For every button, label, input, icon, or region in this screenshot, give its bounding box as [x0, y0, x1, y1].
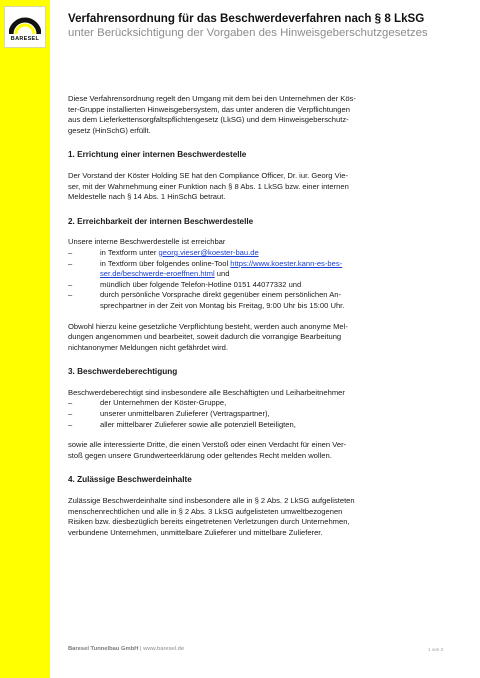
text-line: Meldestelle nach § 14 Abs. 1 HinSchG betraut.: [68, 192, 226, 202]
section-2-intro: Unsere interne Beschwerdestelle ist erreichbar: [68, 237, 226, 247]
document-body: [68, 94, 420, 538]
logo-text: BARESEL: [10, 36, 40, 42]
text-line: sowie alle interessierte Dritte, die einen Verstoß oder einen Verdacht für einen Ver-: [68, 440, 347, 450]
list-item: [68, 398, 420, 409]
list-item: [68, 259, 420, 280]
online-tool-link[interactable]: https://www.koester.kann-es-bes-: [230, 258, 343, 268]
list-item-text: mündlich über folgende Telefon-Hotline 0151 44077332 und: [100, 279, 302, 289]
list-dash: –: [68, 279, 73, 289]
list-item-text: durch persönliche Vorsprache direkt gegenüber einem persönlichen An-: [100, 290, 342, 300]
list-dash: –: [68, 409, 73, 419]
list-item-text: aller mittelbarer Zulieferer sowie alle potenziell Beteiligten,: [100, 419, 296, 429]
list-dash: –: [68, 258, 73, 268]
list-dash: –: [68, 247, 73, 257]
list-item-text: der Unternehmen der Köster-Gruppe,: [100, 398, 227, 408]
list-item: [68, 248, 420, 259]
footer-company: Baresel Tunnelbau GmbH: [68, 646, 139, 652]
list-dash: –: [68, 419, 73, 429]
text-line: ser, mit der Wahrnehmung einer Funktion nach § 8 Abs. 1 LkSG bzw. einer internen: [68, 181, 349, 191]
list-item-text: unserer unmittelbaren Zulieferer (Vertragspartner),: [100, 409, 270, 419]
section-3-closing: [68, 440, 420, 461]
text-line: Der Vorstand der Köster Holding SE hat den Compliance Officer, Dr. iur. Georg Vie-: [68, 170, 348, 180]
document-header: [68, 12, 468, 39]
text-line: verbundene Unternehmen, unmittelbare Zulieferer und mittelbare Zulieferer.: [68, 527, 323, 537]
yellow-sidebar: [0, 0, 50, 678]
section-1-paragraph: [68, 171, 420, 203]
list-dash: –: [68, 398, 73, 408]
logo-arch-icon: [9, 10, 41, 36]
page-number: 1 von 3: [428, 647, 444, 652]
text-line: stoß gegen unsere Grundwerteerklärung oder geltendes Recht melden wollen.: [68, 450, 332, 460]
list-item: [68, 409, 420, 420]
text-line: aus dem Lieferkettensorgfaltspflichtengesetz (LkSG) und dem Hinweisgeberschutz-: [68, 115, 349, 125]
document-title: Verfahrensordnung für das Beschwerdeverfahren nach § 8 LkSG: [68, 12, 425, 25]
footer-separator: |: [138, 646, 144, 652]
list-item: [68, 290, 420, 311]
text-line: dungen angenommen und bearbeitet, soweit dadurch die vorrangige Bearbeitung: [68, 332, 342, 342]
text-line: nichtanonymer Meldungen nicht gefährdet wird.: [68, 342, 228, 352]
text-line: ter-Gruppe installierten Hinweisgebersystem, das unter anderen die Verpflichtungen: [68, 104, 350, 114]
intro-paragraph: [68, 94, 420, 136]
section-4-heading: 4. Zulässige Beschwerdeinhalte: [68, 475, 192, 485]
list-dash: –: [68, 290, 73, 300]
list-item-text: in Textform über folgendes online-Tool: [100, 258, 231, 268]
section-2-closing: [68, 322, 420, 354]
section-4-paragraph: [68, 496, 420, 538]
list-item-text: und: [214, 269, 230, 279]
section-3-intro: Beschwerdeberechtigt sind insbesondere alle Beschäftigten und Leiharbeitnehmer: [68, 387, 345, 397]
list-item-text: in Textform unter: [100, 247, 159, 257]
section-2-heading: 2. Erreichbarkeit der internen Beschwerdestelle: [68, 216, 254, 226]
list-item-text: sprechpartner in der Zeit von Montag bis Freitag, 9:00 Uhr bis 15:00 Uhr.: [100, 300, 345, 310]
text-line: gesetz (HinSchG) erfüllt.: [68, 125, 151, 135]
email-link[interactable]: georg.vieser@koester-bau.de: [158, 247, 259, 257]
online-tool-link-continued[interactable]: ser.de/beschwerde-eroeffnen.html: [100, 269, 215, 279]
section-1-heading: 1. Errichtung einer internen Beschwerdestelle: [68, 150, 247, 160]
footer: [68, 646, 184, 652]
text-line: Risiken bzw. diesbezüglich bereits eingetretenen Verletzungen durch Unternehmen,: [68, 517, 350, 527]
text-line: menschenrechtlichen und alle in § 2 Abs. 3 LkSG aufgelisteten umweltbezogenen: [68, 506, 343, 516]
text-line: Diese Verfahrensordnung regelt den Umgang mit dem bei den Unternehmen der Kös-: [68, 94, 356, 103]
list-item: [68, 420, 420, 431]
list-item: [68, 280, 420, 291]
footer-website[interactable]: www.baresel.de: [143, 646, 185, 652]
baresel-logo: [4, 6, 46, 48]
section-3-heading: 3. Beschwerdeberechtigung: [68, 367, 178, 377]
document-subtitle: unter Berücksichtigung der Vorgaben des Hinweisgeberschutzgesetzes: [68, 27, 428, 39]
text-line: Zulässige Beschwerdeinhalte sind insbesondere alle in § 2 Abs. 2 LkSG aufgelisteten: [68, 496, 355, 506]
text-line: Obwohl hierzu keine gesetzliche Verpflichtung besteht, werden auch anonyme Mel-: [68, 321, 348, 331]
